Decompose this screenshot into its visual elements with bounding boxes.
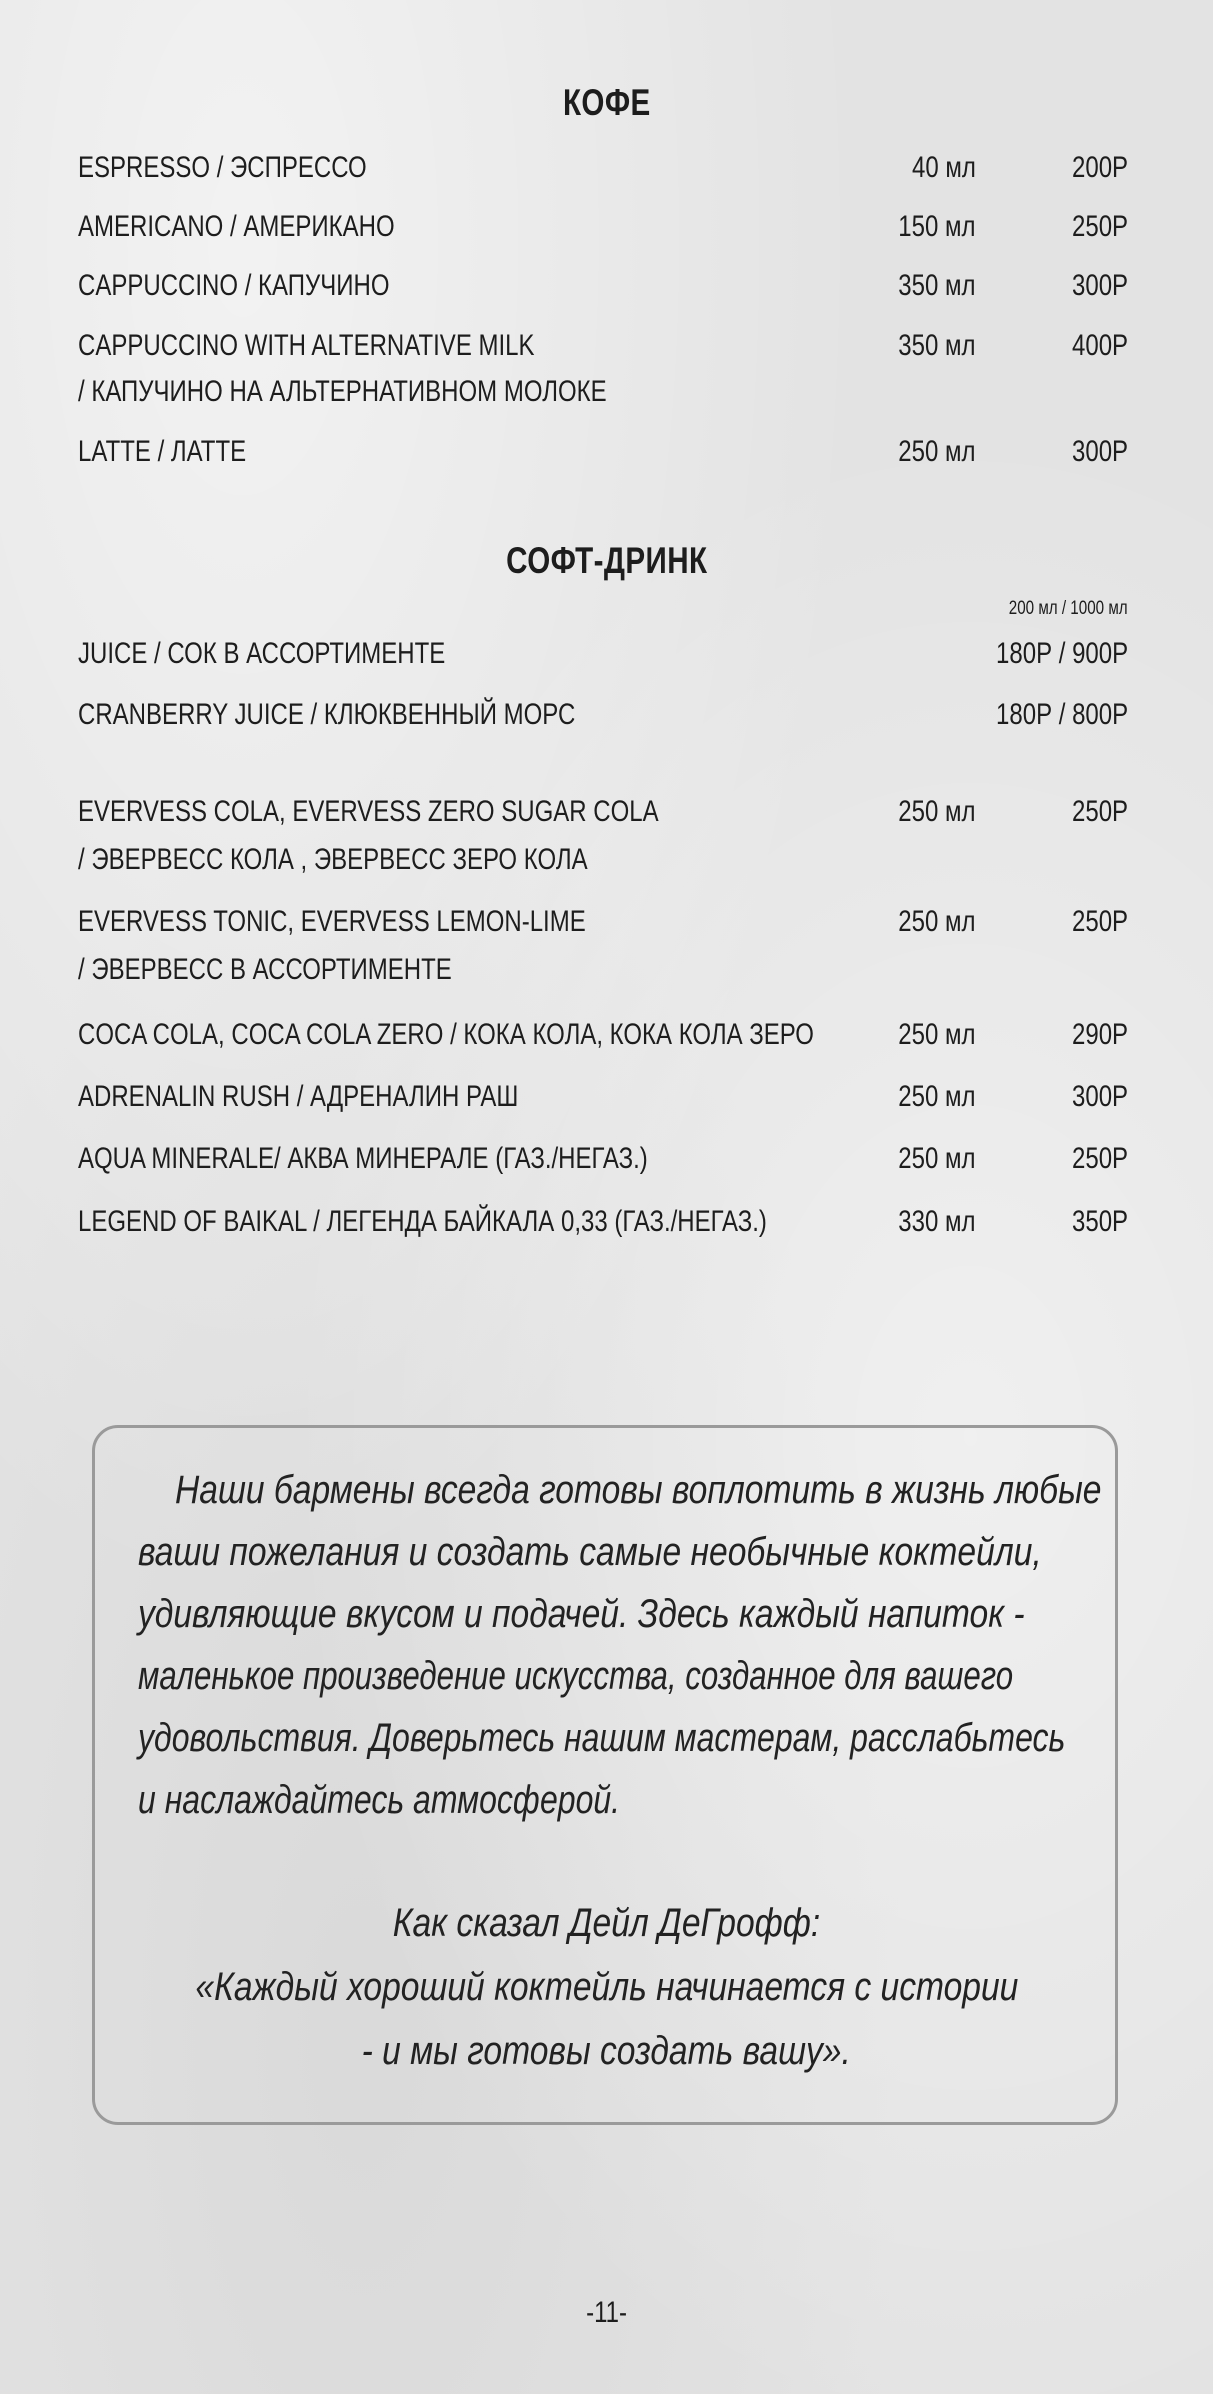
menu-item: [78, 428, 1128, 488]
item-price: 300Р: [1071, 435, 1128, 468]
item-volume: 250 мл: [898, 1018, 976, 1051]
item-price: 200Р: [1071, 151, 1128, 184]
menu-item: [78, 1073, 1128, 1133]
item-price: 180Р / 800Р: [995, 698, 1128, 731]
item-price: 250Р: [1071, 795, 1128, 828]
item-price: 300Р: [1071, 269, 1128, 302]
quote-attribution: Как сказал Дейл ДеГрофф:: [392, 1901, 821, 1945]
item-volume: 150 мл: [898, 210, 976, 243]
item-name-secondary: / КАПУЧИНО НА АЛЬТЕРНАТИВНОМ МОЛОКЕ: [78, 375, 607, 408]
item-name-secondary: / ЭВЕРВЕСС КОЛА , ЭВЕРВЕСС ЗЕРО КОЛА: [78, 843, 588, 876]
item-price: 400Р: [1071, 329, 1128, 362]
item-name: CRANBERRY JUICE / КЛЮКВЕННЫЙ МОРС: [78, 698, 576, 731]
item-volume: 250 мл: [898, 435, 976, 468]
section-title-coffee: КОФЕ: [562, 82, 651, 123]
menu-item: [78, 1135, 1128, 1195]
item-volume: 350 мл: [898, 269, 976, 302]
item-price: 350Р: [1071, 1205, 1128, 1238]
item-price: 250Р: [1071, 905, 1128, 938]
menu-item: [78, 898, 1128, 998]
item-name: CAPPUCCINO / КАПУЧИНО: [78, 269, 390, 302]
menu-item: [78, 203, 1128, 263]
item-price: 180Р / 900Р: [995, 637, 1128, 670]
item-name: CAPPUCCINO WITH ALTERNATIVE MILK: [78, 329, 535, 362]
item-volume: 350 мл: [898, 329, 976, 362]
item-name: ESPRESSO / ЭСПРЕССО: [78, 151, 367, 184]
menu-item: [78, 788, 1128, 888]
menu-item: [78, 262, 1128, 322]
item-name: EVERVESS COLA, EVERVESS ZERO SUGAR COLA: [78, 795, 659, 828]
item-volume: 250 мл: [898, 1080, 976, 1113]
section-title-soft-drinks: СОФТ-ДРИНК: [505, 540, 708, 581]
menu-item: [78, 691, 1128, 751]
item-name: EVERVESS TONIC, EVERVESS LEMON-LIME: [78, 905, 586, 938]
menu-item: [78, 1011, 1128, 1071]
item-name: COCA COLA, COCA COLA ZERO / КОКА КОЛА, КОКА КОЛА ЗЕРО: [78, 1018, 814, 1051]
item-name: JUICE / СОК В АССОРТИМЕНТЕ: [78, 637, 446, 670]
item-name: AQUA MINERALE/ АКВА МИНЕРАЛЕ (ГАЗ./НЕГАЗ.): [78, 1142, 648, 1175]
item-price: 250Р: [1071, 210, 1128, 243]
menu-item: [78, 1198, 1128, 1258]
sizes-label: 200 мл / 1000 мл: [1009, 598, 1128, 619]
item-price: 250Р: [1071, 1142, 1128, 1175]
item-name: LEGEND OF BAIKAL / ЛЕГЕНДА БАЙКАЛА 0,33 (ГАЗ./НЕГАЗ.): [78, 1205, 767, 1238]
item-volume: 250 мл: [898, 1142, 976, 1175]
menu-item: [78, 322, 1128, 422]
item-name: ADRENALIN RUSH / АДРЕНАЛИН РАШ: [78, 1080, 519, 1113]
menu-item: [78, 144, 1128, 204]
item-name-secondary: / ЭВЕРВЕСС В АССОРТИМЕНТЕ: [78, 953, 452, 986]
item-name: LATTE / ЛАТТЕ: [78, 435, 247, 468]
item-price: 290Р: [1071, 1018, 1128, 1051]
item-volume: 330 мл: [898, 1205, 976, 1238]
item-volume: 250 мл: [898, 795, 976, 828]
quote-text-line: «Каждый хороший коктейль начинается с истории: [195, 1965, 1018, 2009]
item-volume: 40 мл: [912, 151, 976, 184]
menu-item: [78, 630, 1128, 690]
item-name: AMERICANO / АМЕРИКАНО: [78, 210, 395, 243]
item-price: 300Р: [1071, 1080, 1128, 1113]
quote-text-line: - и мы готовы создать вашу».: [361, 2029, 852, 2073]
item-volume: 250 мл: [898, 905, 976, 938]
page-number: -11-: [586, 2296, 627, 2329]
